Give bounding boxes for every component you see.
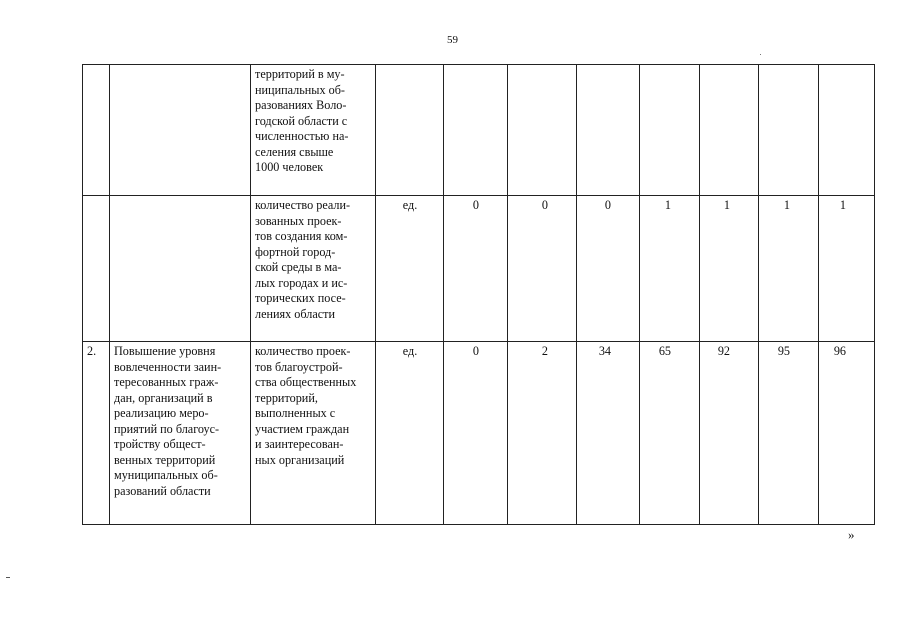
value-cell [577, 65, 640, 196]
unit-cell: ед. [376, 342, 444, 525]
value-cell: 95 [759, 342, 819, 525]
task-name [110, 65, 251, 196]
table-row [83, 342, 875, 525]
closing-quote: » [848, 527, 855, 542]
value-cell: 0 [444, 342, 508, 525]
value-cell: 0 [444, 196, 508, 342]
value-cell [700, 65, 759, 196]
value-cell: 92 [700, 342, 759, 525]
scan-speck [760, 54, 761, 55]
scan-mark [6, 577, 10, 578]
row-number: 2. [83, 342, 110, 525]
value-cell: 0 [508, 196, 577, 342]
table-row [83, 196, 875, 342]
row-number [83, 196, 110, 342]
unit-cell: ед. [376, 196, 444, 342]
value-cell [444, 65, 508, 196]
value-cell [759, 65, 819, 196]
value-cell: 1 [700, 196, 759, 342]
value-cell: 65 [640, 342, 700, 525]
row-number [83, 65, 110, 196]
value-cell: 1 [640, 196, 700, 342]
indicator-name: территорий в му- ниципальных об- разованиях Воло- годской области с численностью на- селения свыше 1000 человек [251, 65, 376, 196]
value-cell: 96 [819, 342, 875, 525]
table-row [83, 65, 875, 196]
indicator-table [82, 64, 875, 525]
value-cell [640, 65, 700, 196]
indicator-name: количество проек- тов благоустрой- ства общественных территорий, выполненных с участием граждан и заинтересован- ных организаций [251, 342, 376, 525]
task-name: Повышение уровня вовлеченности заин- тересованных граж- дан, организаций в реализацию меро- приятий по благоус- тройству общест- венных территорий муниципальных об- разований области [110, 342, 251, 525]
indicator-name: количество реали- зованных проек- тов создания ком- фортной город- ской среды в ма- лых городах и ис- торических посе- лениях области [251, 196, 376, 342]
unit-cell [376, 65, 444, 196]
value-cell: 34 [577, 342, 640, 525]
value-cell [819, 65, 875, 196]
value-cell: 1 [759, 196, 819, 342]
page-number: 59 [447, 34, 458, 46]
task-name [110, 196, 251, 342]
value-cell: 2 [508, 342, 577, 525]
value-cell: 0 [577, 196, 640, 342]
value-cell: 1 [819, 196, 875, 342]
value-cell [508, 65, 577, 196]
